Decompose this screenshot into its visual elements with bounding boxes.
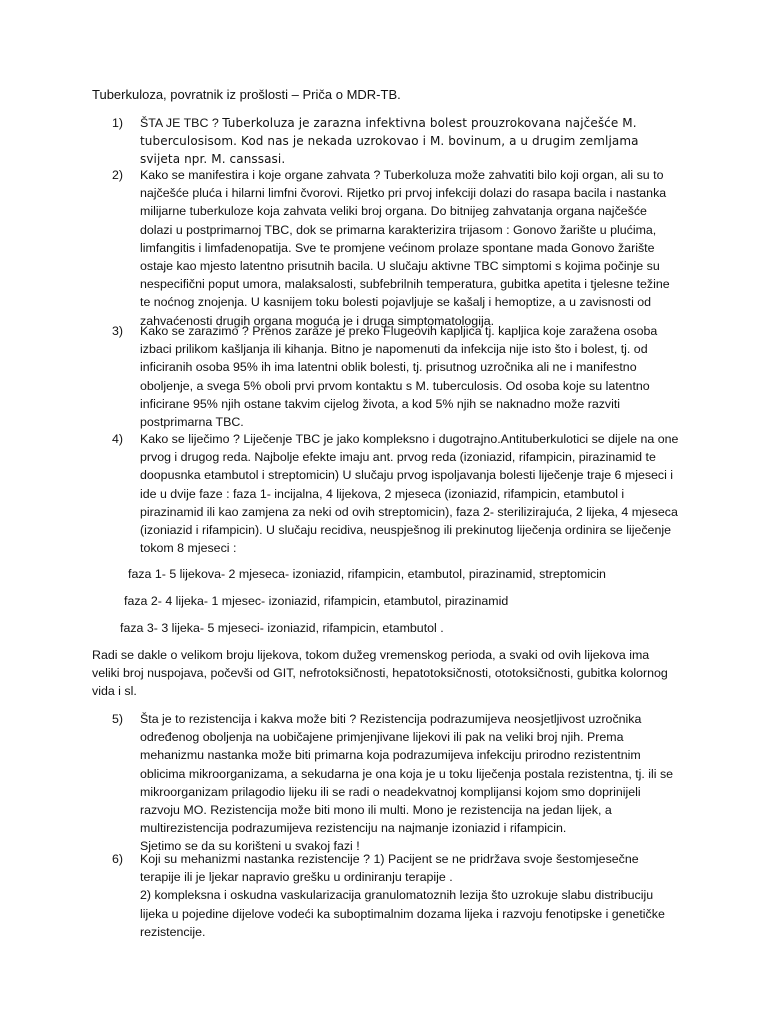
item-question: Kako se liječimo ? bbox=[140, 432, 240, 446]
item-question: ŠTA JE TBC ? bbox=[140, 116, 219, 130]
item-number: 5) bbox=[112, 712, 124, 726]
item-question: Koji su mehanizmi nastanka rezistencije ? bbox=[140, 852, 371, 866]
item-question: Kako se zarazimo ? bbox=[140, 324, 249, 338]
item-text bbox=[140, 114, 680, 169]
item-text bbox=[140, 166, 680, 330]
item-answer: Prenos zaraze je preko Flugeovih kapljica tj. kapljica koje zaražena osoba izbaci prilikom kašljanja ili kihanja. Bitno je napomenuti da infekcija nije isto što i bolest, tj. od inficiranih osoba 95% ih ima latentni oblik bolesti, tj. prisutnog uzročnika ali ne i manifestno oboljenje, a svega 5% oboli prvi prvom kontaktu s M. tuberculosis. Od osoba koje su latentno inficirane 95% njih ostane takvim cijelog života, a kod 5% njih se naknadno može razviti postprimarna TBC. bbox=[140, 324, 658, 430]
faza-line-2: faza 2- 4 lijeka- 1 mjesec- izoniazid, rifampicin, etambutol, pirazinamid bbox=[124, 594, 509, 608]
list-item-6 bbox=[114, 850, 680, 941]
item-number: 4) bbox=[112, 432, 124, 446]
item-question: Šta je to rezistencija i kakva može biti ? bbox=[140, 712, 357, 726]
item-answer: Rezistencija podrazumijeva neosjetljivost uzročnika određenog oboljenja na uobičajene primjenjivane lijekovi ili pak na veliki broj njih. Prema mehanizmu nastanka može biti primarna koja podrazumijeva infekciju prirodno rezistentnim oblicima mikroorganizama, a sekudarna je ona koja je u toku liječenja postala rezistentna, tj. ili se mikroorganizam prilagodio lijeku ili se radi o neadekvatnoj komplijansi kojom smo doprinijeli razvoju MO. Rezistencija može biti mono ili multi. Mono je rezistencija na jedan lijek, a multirezistencija podrazumijeva rezistenciju na najmanje izoniazid i rifampicin. bbox=[140, 712, 674, 836]
item-text bbox=[140, 322, 680, 431]
list-item-5 bbox=[114, 710, 680, 856]
faza-line-3: faza 3- 3 lijeka- 5 mjeseci- izoniazid, rifampicin, etambutol . bbox=[120, 621, 444, 635]
item-number: 2) bbox=[112, 168, 124, 182]
item-text bbox=[140, 850, 680, 941]
item-text bbox=[140, 710, 680, 856]
item-extra: 2) kompleksna i oskudna vaskularizacija granulomatoznih lezija što uzrokuje slabu distribuciju lijeka u pojedine dijelove vodeći ka suboptimalnim dozama lijeka i razvoju fenotipske i genetičke rezistencije. bbox=[140, 888, 665, 939]
summary-paragraph: Radi se dakle o velikom broju lijekova, tokom dužeg vremenskog perioda, a svaki od ovih lijekova ima veliki broj nuspojava, počevši od GIT, nefrotoksičnosti, hepatotoksičnosti, ototoksičnosti, gubitka kolornog vida i sl. bbox=[92, 648, 668, 699]
list-item-2 bbox=[114, 166, 680, 330]
list-item-1 bbox=[114, 114, 680, 169]
item-answer: Tuberkoluza je zarazna infektivna bolest prouzrokovana najčešće M. tuberculosisom. Kod nas je nekada uzrokovao i M. bovinum, a u drugim zemljama svijeta npr. M. canssasi. bbox=[140, 116, 639, 167]
item-text bbox=[140, 430, 680, 557]
item-question: Kako se manifestira i koje organe zahvata ? bbox=[140, 168, 381, 182]
item-number: 6) bbox=[112, 852, 124, 866]
document-title: Tuberkuloza, povratnik iz prošlosti – Priča o MDR-TB. bbox=[92, 87, 401, 102]
list-item-3 bbox=[114, 322, 680, 431]
faza-line-1: faza 1- 5 lijekova- 2 mjeseca- izoniazid, rifampicin, etambutol, pirazinamid, streptomicin bbox=[128, 567, 606, 581]
item-extra: Sjetimo se da su korišteni u svakoj fazi ! bbox=[140, 839, 360, 854]
item-answer: 1) Pacijent se ne pridržava svoje šestomjesečne terapije ili je ljekar napravio grešku u ordiniranju terapije . bbox=[140, 852, 639, 885]
list-item-4 bbox=[114, 430, 680, 557]
item-number: 1) bbox=[112, 116, 124, 130]
item-answer: Liječenje TBC je jako kompleksno i dugotrajno.Antituberkulotici se dijele na one prvog i drugog reda. Najbolje efekte imaju ant. prvog reda (izoniazid, rifampicin, pirazinamid te doopusnka etambutol i streptomicin) U slučaju prvog ispoljavanja bolesti liječenje traje 6 mjeseci i ide u dvije faze : faza 1- incijalna, 4 lijekova, 2 mjeseca (izoniazid, rifampicin, etambutol i pirazinamid ili kao zamjena za neki od ovih streptomicin), faza 2- sterilizirajuća, 2 lijeka, 4 mjeseca (izoniazid i rifampicin). U slučaju recidiva, neuspješnog ili prekinutog liječenja ordinira se liječenje tokom 8 mjeseci : bbox=[140, 432, 679, 556]
item-number: 3) bbox=[112, 324, 124, 338]
item-answer: Tuberkoluza može zahvatiti bilo koji organ, ali su to najčešće pluća i hilarni limfni čvorovi. Rijetko pri prvoj infekciji dolazi do rasapa bacila i nastanka milijarne tuberkuloze koja zahvata veliki broj organa. Do bitnijeg zahvatanja organa najčešće dolazi u postprimarnoj TBC, dok se primarna karakterizira trijasom : Gonovo žarište u plućima, limfangitis i limfadenopatija. Sve te promjene većinom prolaze spontane mada Gonovo žarište ostaje kao mjesto latentno prisutnih bacila. U slučaju aktivne TBC simptomi s kojima počinje su nespecifični poput umora, malaksalosti, subfebrilnih temperatura, gubitka apetita i tjelesne težine te noćnog znojenja. U kasnijem toku bolesti pojavljuje se kašalj i hemoptize, a u zavisnosti od zahvaćenosti drugih organa moguća je i druga simptomatologija. bbox=[140, 168, 670, 328]
